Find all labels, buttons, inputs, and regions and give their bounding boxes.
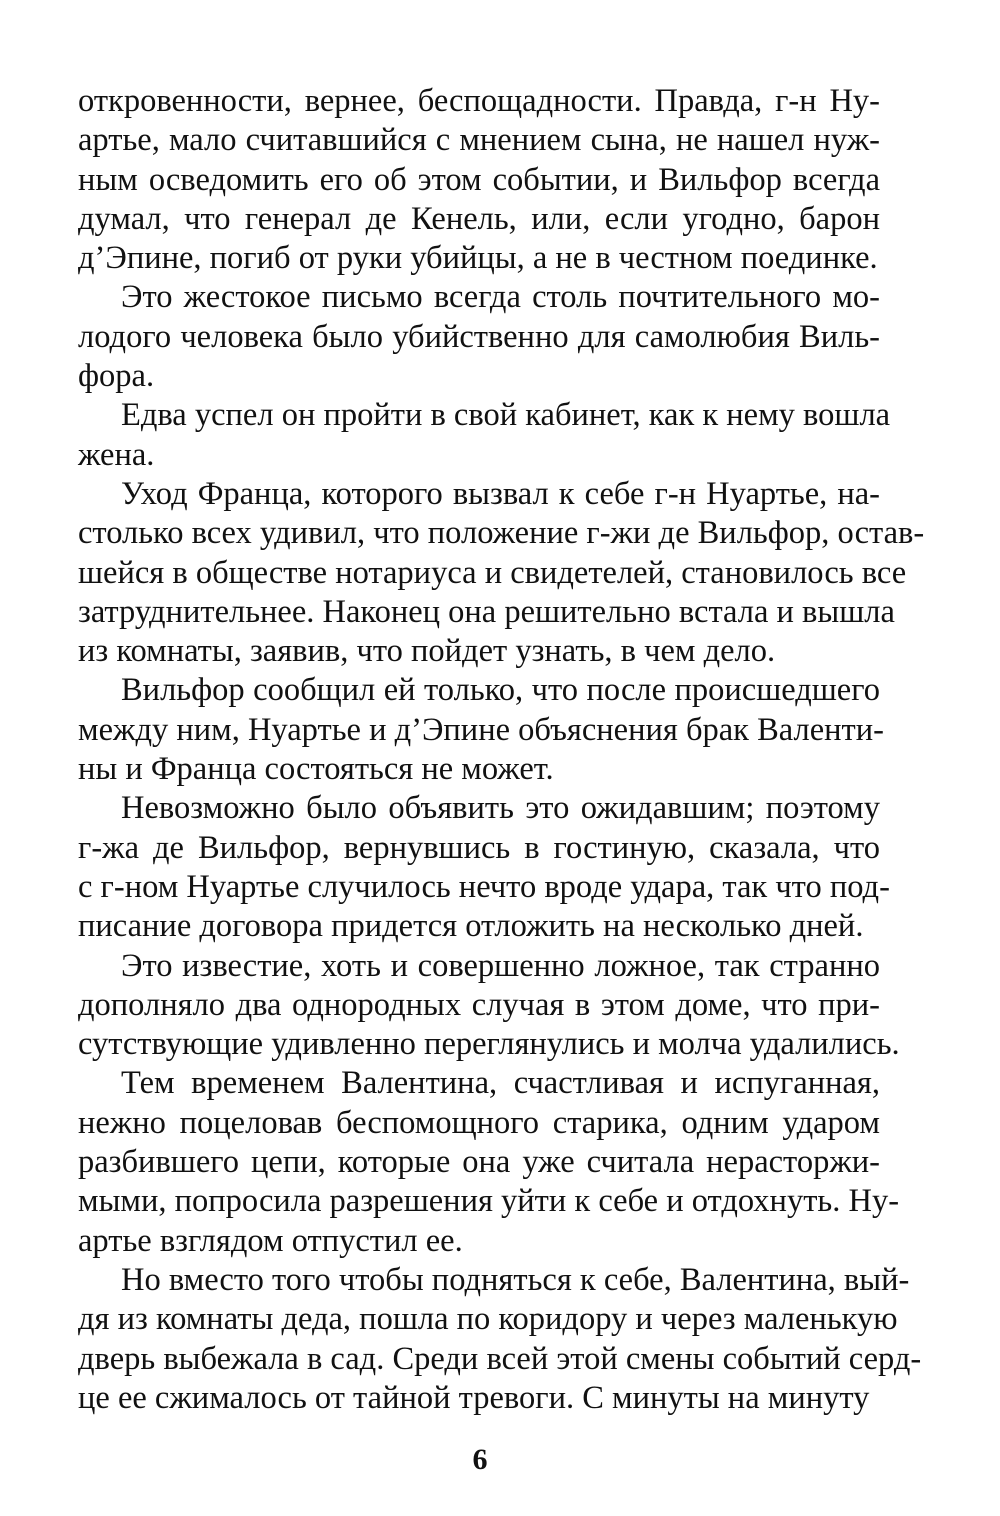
text-line: столько всех удивил, что положение г-жи де Вильфор, остав- — [78, 515, 925, 552]
text-line: Вильфор сообщил ей только, что после происшедшего — [121, 672, 880, 709]
text-line: шейся в обществе нотариуса и свидетелей, становилось все — [78, 554, 907, 591]
text-line: мыми, попросила разрешения уйти к себе и отдохнуть. Ну- — [78, 1183, 900, 1220]
text-line: писание договора придется отложить на несколько дней. — [78, 908, 864, 945]
text-line: г-жа де Вильфор, вернувшись в гостиную, сказала, что — [78, 829, 880, 866]
text-line: це ее сжималось от тайной тревоги. С минуты на минуту — [78, 1379, 870, 1416]
text-line: Это известие, хоть и совершенно ложное, так странно — [121, 947, 880, 984]
text-line: Невозможно было объявить это ожидавшим; поэтому — [121, 790, 880, 827]
paragraph — [78, 396, 891, 475]
text-line: Это жестокое письмо всегда столь почтительного мо- — [121, 279, 880, 316]
paragraph — [78, 278, 880, 396]
text-line: дя из комнаты деда, пошла по коридору и через маленькую — [78, 1301, 898, 1338]
paragraph — [78, 671, 884, 789]
text-line: фора. — [78, 358, 155, 395]
text-line: жена. — [78, 436, 155, 473]
text-line: из комнаты, заявив, что пойдет узнать, в чем дело. — [78, 633, 776, 670]
paragraph — [78, 82, 880, 278]
page-number: 6 — [472, 1443, 488, 1476]
paragraph — [78, 789, 890, 946]
text-line: лодого человека было убийственно для самолюбия Виль- — [78, 318, 880, 355]
text-line: дверь выбежала в сад. Среди всей этой смены событий серд- — [78, 1340, 922, 1377]
page-text — [78, 82, 925, 1418]
paragraph — [78, 475, 925, 671]
text-line: ным осведомить его об этом событии, и Вильфор всегда — [78, 161, 880, 198]
text-line: разбившего цепи, которые она уже считала нерасторжи- — [78, 1144, 880, 1181]
text-line: затруднительнее. Наконец она решительно встала и вышла — [78, 593, 895, 630]
text-line: Но вместо того чтобы подняться к себе, Валентина, вый- — [121, 1261, 910, 1298]
text-line: с г-ном Нуартье случилось нечто вроде удара, так что под- — [78, 868, 890, 905]
text-line: между ним, Нуартье и д’Эпине объяснения брак Валенти- — [78, 711, 884, 748]
text-line: артье взглядом отпустил ее. — [78, 1222, 463, 1259]
text-line: дополняло два однородных случая в этом доме, что при- — [78, 986, 880, 1023]
text-line: Едва успел он пройти в свой кабинет, как к нему вошла — [121, 397, 891, 434]
text-line: думал, что генерал де Кенель, или, если угодно, барон — [78, 200, 880, 237]
text-line: ны и Франца состояться не может. — [78, 751, 554, 788]
text-line: артье, мало считавшийся с мнением сына, не нашел нуж- — [78, 122, 880, 159]
paragraph — [78, 1064, 900, 1260]
text-line: Уход Франца, которого вызвал к себе г-н Нуартье, на- — [121, 475, 880, 512]
text-line: д’Эпине, погиб от руки убийцы, а не в честном поединке. — [78, 240, 878, 277]
text-line: нежно поцеловав беспомощного старика, одним ударом — [78, 1104, 880, 1141]
text-line: откровенности, вернее, беспощадности. Правда, г-н Ну- — [78, 83, 880, 119]
text-line: сутствующие удивленно переглянулись и молча удалились. — [78, 1026, 900, 1063]
paragraph — [78, 1261, 922, 1418]
paragraph — [78, 947, 900, 1065]
text-line: Тем временем Валентина, счастливая и испуганная, — [121, 1065, 880, 1102]
